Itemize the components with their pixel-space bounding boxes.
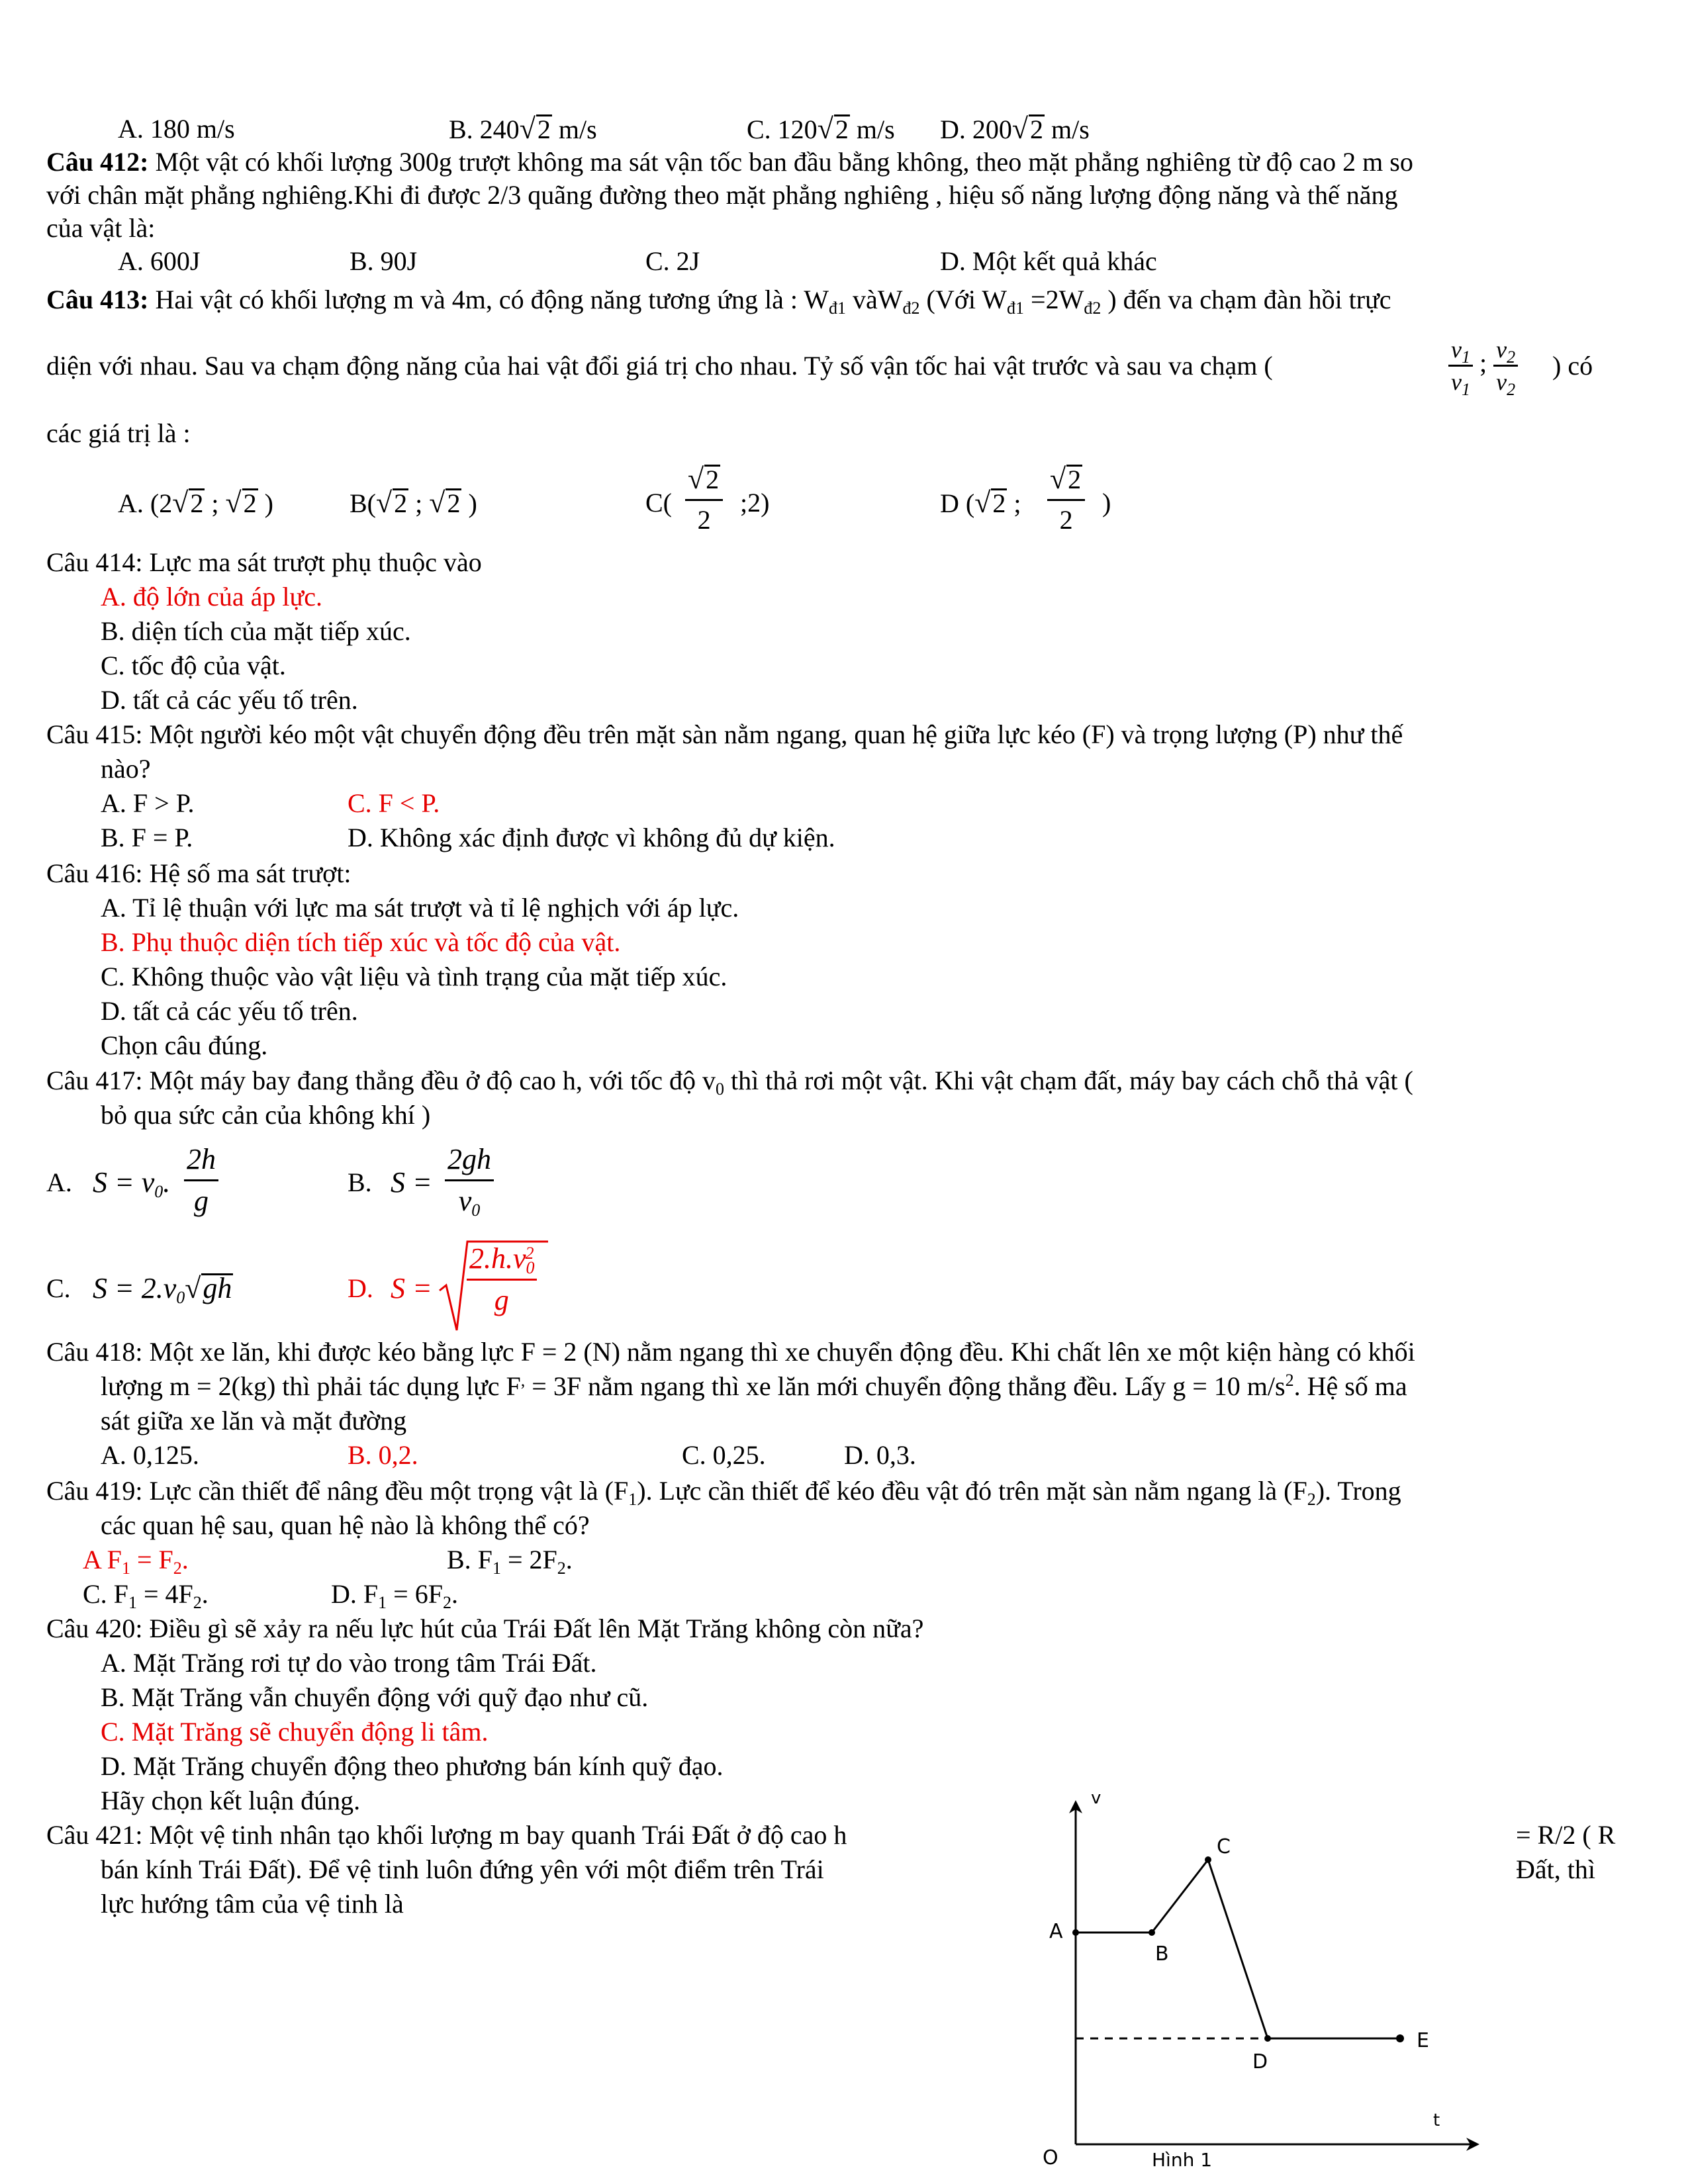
q418-option-c: C. 0,25. [682, 1440, 766, 1470]
q413-option-c-end: ;2) [740, 488, 770, 518]
q419-option-c: C. $F_1 = 4F_2$. [83, 1579, 209, 1612]
origin-label: O [1043, 2146, 1058, 2169]
q418-option-b: B. 0,2. [348, 1440, 418, 1470]
q420-option-b: B. Mặt Trăng vẫn chuyển động với quỹ đạo như cũ. [101, 1682, 649, 1712]
figure-caption: Hình 1 [1152, 2149, 1213, 2171]
q416-option-a: A. Tỉ lệ thuận với lực ma sát trượt và tỉ lệ nghịch với áp lực. [101, 893, 739, 923]
q413-stem-line3: các giá trị là : [46, 418, 191, 448]
q418-stem: Câu 418: Một xe lăn, khi được kéo bằng lực F = 2 (N) nằm ngang thì xe chuyển động đều. Khi chất lên xe một kiện hàng có khối [46, 1337, 1415, 1367]
q416-stem: Câu 416: Hệ số ma sát trượt: [46, 858, 352, 888]
q417-stem-line2: bỏ qua sức cản của không khí ) [101, 1100, 431, 1130]
velocity-time-figure [1019, 1787, 1483, 2171]
q412-stem-line3: của vật là: [46, 213, 156, 243]
point-e [1396, 2034, 1404, 2042]
q419-stem-line2: các quan hệ sau, quan hệ nào là không thể có? [101, 1510, 590, 1540]
q411-option-c: C. 120√2 m/s [747, 113, 895, 145]
point-b [1149, 1929, 1155, 1936]
point-d [1264, 2035, 1271, 2042]
q416-option-b: B. Phụ thuộc diện tích tiếp xúc và tốc độ của vật. [101, 927, 621, 957]
point-c [1205, 1856, 1211, 1863]
axis-t-label: t [1433, 2111, 1440, 2130]
q417-option-a-formula: $S = v_0$. [93, 1166, 171, 1201]
q421-stem-line1: Câu 421: Một vệ tinh nhân tạo khối lượng m bay quanh Trái Đất ở độ cao h [46, 1820, 847, 1850]
q414-option-c: C. tốc độ của vật. [101, 651, 286, 680]
q420-option-c: C. Mặt Trăng sẽ chuyển động li tâm. [101, 1717, 489, 1747]
q413-ratio-fractions: $\frac{v_1}{v_1}$ ; $\frac{v_2}{v_2}$ [1448, 334, 1518, 397]
q418-option-d: D. 0,3. [844, 1440, 916, 1470]
q411-option-a: A. 180 m/s [118, 114, 235, 144]
velocity-curve [1076, 1860, 1400, 2038]
q417-option-d: D. [348, 1273, 373, 1303]
q418-stem-line2: lượng m = 2(kg) thì phải tác dụng lực F, = 3F nằm ngang thì xe lăn mới chuyển động thẳng đều. Lấy g = 10 $m/s^2$. Hệ số ma [101, 1371, 1407, 1401]
q421-stem-line1-right: = R/2 ( R [1516, 1820, 1616, 1850]
q411-option-b: B. 240√2 m/s [449, 113, 597, 145]
q417-option-b-formula: S = [391, 1166, 432, 1199]
q419-option-a: A $F_1 = F_2$. [83, 1545, 189, 1578]
q412-option-c: C. 2J [645, 246, 700, 276]
q417-option-d-formula: S = [391, 1272, 432, 1304]
q414-option-d: D. tất cả các yếu tố trên. [101, 685, 358, 715]
q412-option-b: B. 90J [350, 246, 418, 276]
q421-stem-line3: lực hướng tâm của vệ tinh là [101, 1889, 404, 1919]
q416-option-d: D. tất cả các yếu tố trên. [101, 996, 358, 1026]
q420-stem: Câu 420: Điều gì sẽ xảy ra nếu lực hút của Trái Đất lên Mặt Trăng không còn nữa? [46, 1614, 924, 1643]
q415-option-d: D. Không xác định được vì không đủ dự kiện. [348, 823, 835, 852]
q420-choose: Hãy chọn kết luận đúng. [101, 1786, 361, 1815]
q412-option-d: D. Một kết quả khác [940, 246, 1157, 276]
q413-option-c-fraction: $\frac{√2}{2}$ [685, 460, 723, 539]
q419-stem: Câu 419: Lực cần thiết để nâng đều một trọng vật là $(F_1)$. Lực cần thiết để kéo đều vật đó trên mặt sàn nằm ngang là $(F_2)$. Trong [46, 1476, 1401, 1509]
q413-option-d: D (√2 ; [940, 486, 1021, 519]
q417-option-a: A. [46, 1167, 72, 1197]
q414-stem: Câu 414: Lực ma sát trượt phụ thuộc vào [46, 547, 482, 577]
q420-option-d: D. Mặt Trăng chuyển động theo phương bán kính quỹ đạo. [101, 1751, 724, 1781]
q413-option-b: B(√2 ; √2 ) [350, 486, 477, 519]
q418-option-a: A. 0,125. [101, 1440, 199, 1470]
q417-option-b-fraction: $\frac{2gh}{v_0}$ [445, 1140, 494, 1221]
q413-option-d-fraction: $\frac{√2}{2}$ [1047, 460, 1085, 539]
label-d: D [1252, 2050, 1268, 2073]
q416-choose: Chọn câu đúng. [101, 1030, 268, 1060]
label-c: C [1217, 1835, 1231, 1858]
q417-stem: Câu 417: Một máy bay đang thẳng đều ở độ cao h, với tốc độ $v_0$ thì thả rơi một vật. Khi vật chạm đất, máy bay cách chỗ thả vật ( [46, 1066, 1413, 1099]
point-a [1072, 1929, 1079, 1936]
label-e: E [1417, 2029, 1429, 2052]
q416-option-c: C. Không thuộc vào vật liệu và tình trạng của mặt tiếp xúc. [101, 962, 727, 991]
q415-option-a: A. F > P. [101, 788, 195, 818]
q413-option-a: A. (2√2 ; √2 ) [118, 486, 273, 519]
q415-option-c: C. F < P. [348, 788, 440, 818]
q420-option-a: A. Mặt Trăng rơi tự do vào trong tâm Trái Đất. [101, 1648, 597, 1678]
q413-option-c: C( [645, 488, 672, 518]
q418-stem-line3: sát giữa xe lăn và mặt đường [101, 1406, 407, 1435]
q417-option-c-formula: $S = 2.v_0√gh$ [93, 1272, 232, 1307]
q419-option-d: D. $F_1 = 6F_2$. [331, 1579, 458, 1612]
q414-option-b: B. diện tích của mặt tiếp xúc. [101, 616, 411, 646]
q421-stem-line2-right: Đất, thì [1516, 1854, 1595, 1884]
q417-option-c: C. [46, 1273, 71, 1303]
q413-stem-line2: diện với nhau. Sau va chạm động năng của hai vật đổi giá trị cho nhau. Tỷ số vận tốc hai vật trước và sau va chạm ( [46, 351, 1273, 381]
q417-option-d-fraction: $\frac{2.h.v_0^2}{g}$ [467, 1239, 537, 1320]
q415-option-b: B. F = P. [101, 823, 193, 852]
axis-v-label: v [1091, 1788, 1102, 1808]
q412-stem-line1: Câu 412: Một vật có khối lượng 300g trượt không ma sát vận tốc ban đầu bằng không, theo mặt phẳng nghiêng từ độ cao 2 m so [46, 147, 1413, 177]
q419-option-b: B. $F_1 = 2F_2$. [447, 1545, 573, 1578]
q421-stem-line2: bán kính Trái Đất). Để vệ tinh luôn đứng yên với một điểm trên Trái [101, 1854, 824, 1884]
q417-option-b: B. [348, 1167, 372, 1197]
label-b: B [1155, 1942, 1169, 1966]
q412-option-a: A. 600J [118, 246, 201, 276]
label-a: A [1049, 1920, 1063, 1943]
q415-stem: Câu 415: Một người kéo một vật chuyển động đều trên mặt sàn nằm ngang, quan hệ giữa lực kéo (F) và trọng lượng (P) như thế [46, 719, 1403, 749]
q413-stem-line2-end: ) có [1552, 351, 1593, 381]
q412-stem-line2: với chân mặt phẳng nghiêng.Khi đi được 2/3 quãng đường theo mặt phẳng nghiêng , hiệu số năng lượng động năng và thế năng [46, 180, 1398, 210]
q414-option-a: A. độ lớn của áp lực. [101, 582, 322, 612]
q413-stem-line1: Câu 413: Hai vật có khối lượng m và 4m, có động năng tương ứng là : $W_{đ1}$ vàW$_{đ2}$ (Với $W_{đ1} =2W_{đ2}$ ) đến va chạm đàn hồi trực [46, 285, 1391, 318]
q413-option-d-end: ) [1102, 488, 1111, 518]
q411-option-d: D. 200√2 m/s [940, 113, 1090, 145]
q417-option-a-fraction: $\frac{2h}{g}$ [184, 1140, 218, 1221]
q415-stem-line2: nào? [101, 754, 151, 784]
